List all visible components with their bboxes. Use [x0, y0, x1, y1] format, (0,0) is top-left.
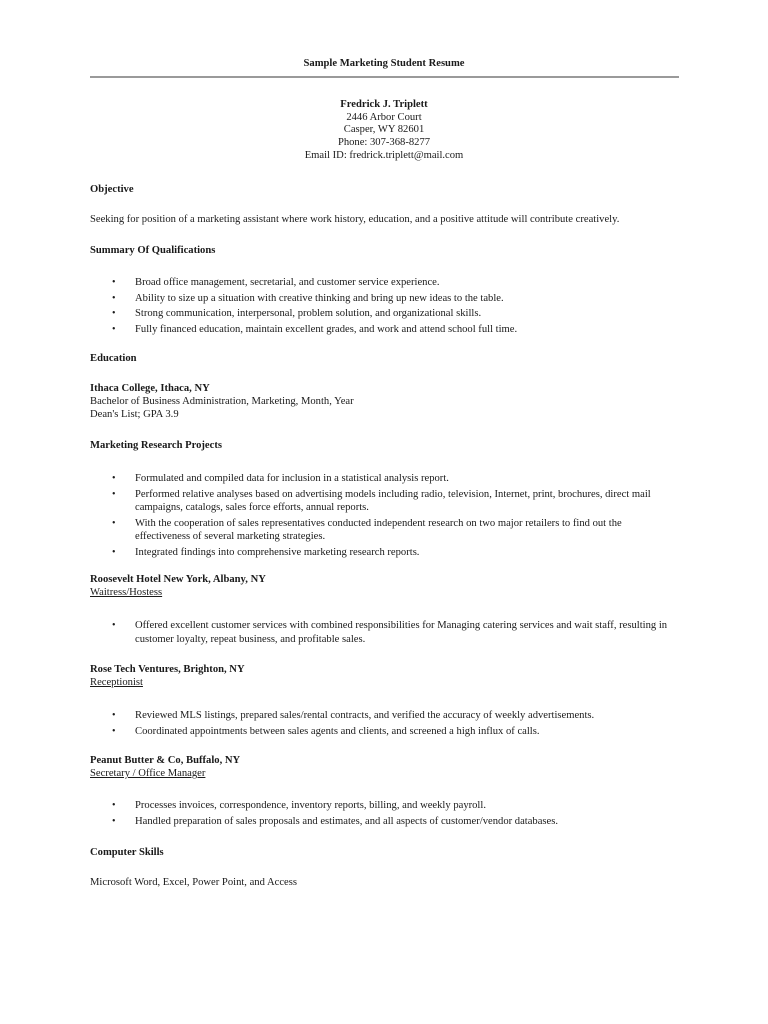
list-item: • Ability to size up a situation with creative thinking and bring up new ideas to the table.: [112, 292, 504, 304]
bullet-icon: •: [112, 546, 116, 558]
job-entry: [90, 663, 690, 689]
job-role: Receptionist: [90, 677, 143, 688]
list-item: • Broad office management, secretarial, and customer service experience.: [112, 277, 440, 288]
list-item: • Performed relative analyses based on advertising models including radio, television, Internet, print, brochures, direct mail campaigns, catalogs, sales force efforts, annual reports.: [112, 488, 651, 514]
objective-heading: Objective: [90, 184, 134, 195]
list-item: • Processes invoices, correspondence, inventory reports, billing, and weekly payroll.: [112, 800, 486, 811]
bullet-icon: •: [112, 815, 116, 827]
bullet-icon: •: [112, 725, 116, 737]
school-name: Ithaca College, Ithaca, NY: [90, 383, 210, 394]
list-item: • Coordinated appointments between sales agents and clients, and screened a high influx of calls.: [112, 725, 540, 737]
summary-heading: Summary Of Qualifications: [90, 245, 216, 256]
employer-name: Rose Tech Ventures, Brighton, NY: [90, 664, 245, 675]
research-list: [0, 472, 768, 560]
bullet-icon: •: [112, 620, 116, 631]
skills-text: Microsoft Word, Excel, Power Point, and Access: [90, 877, 297, 888]
employer-name: Roosevelt Hotel New York, Albany, NY: [90, 574, 266, 585]
job-duties-list: [0, 799, 768, 828]
honors: Dean's List; GPA 3.9: [90, 409, 179, 420]
job-entry: [90, 754, 690, 780]
list-item: • Reviewed MLS listings, prepared sales/rental contracts, and verified the accuracy of weekly advertisements.: [112, 710, 595, 721]
candidate-name: Fredrick J. Triplett: [340, 99, 428, 110]
education-heading: Education: [90, 353, 137, 364]
job-role: Waitress/Hostess: [90, 587, 163, 598]
email-address: Email ID: fredrick.triplett@mail.com: [304, 149, 464, 161]
title-divider: [90, 76, 679, 78]
skills-heading: Computer Skills: [90, 847, 164, 858]
job-entry: [90, 573, 690, 599]
list-item: • Fully financed education, maintain excellent grades, and work and attend school full time.: [112, 323, 518, 335]
bullet-icon: •: [112, 292, 116, 304]
summary-list: [0, 276, 768, 336]
list-item: • Integrated findings into comprehensive marketing research reports.: [112, 546, 420, 558]
street-address: 2446 Arbor Court: [346, 111, 422, 123]
list-item: • With the cooperation of sales representatives conducted independent research on two major retailers to find out the effectiveness of several marketing strategies.: [112, 517, 622, 543]
document-title: Sample Marketing Student Resume: [303, 58, 465, 69]
employer-name: Peanut Butter & Co, Buffalo, NY: [90, 755, 241, 766]
city-state-zip: Casper, WY 82601: [343, 124, 425, 136]
objective-text: Seeking for position of a marketing assistant where work history, education, and a positive attitude will contribute creatively.: [90, 214, 620, 225]
job-duties-list: [0, 709, 768, 738]
phone-number: Phone: 307-368-8277: [337, 137, 431, 149]
education-block: [90, 382, 690, 421]
job-duties-list: [0, 619, 768, 646]
bullet-icon: •: [112, 488, 116, 500]
bullet-icon: •: [112, 308, 116, 320]
bullet-icon: •: [112, 323, 116, 335]
bullet-icon: •: [112, 517, 116, 529]
job-role: Secretary / Office Manager: [90, 768, 206, 779]
bullet-icon: •: [112, 277, 116, 288]
bullet-icon: •: [112, 473, 116, 484]
list-item: • Strong communication, interpersonal, problem solution, and organizational skills.: [112, 308, 482, 320]
list-item: • Handled preparation of sales proposals and estimates, and all aspects of customer/vendor databases.: [112, 815, 559, 827]
bullet-icon: •: [112, 710, 116, 721]
degree: Bachelor of Business Administration, Marketing, Month, Year: [90, 396, 354, 407]
list-item: • Formulated and compiled data for inclusion in a statistical analysis report.: [112, 473, 449, 484]
list-item: • Offered excellent customer services with combined responsibilities for Managing catering services and wait staff, resulting in customer loyalty, repeat business, and profitable sales.: [112, 620, 668, 645]
research-heading: Marketing Research Projects: [90, 440, 222, 451]
bullet-icon: •: [112, 800, 116, 811]
contact-block: [0, 99, 768, 163]
